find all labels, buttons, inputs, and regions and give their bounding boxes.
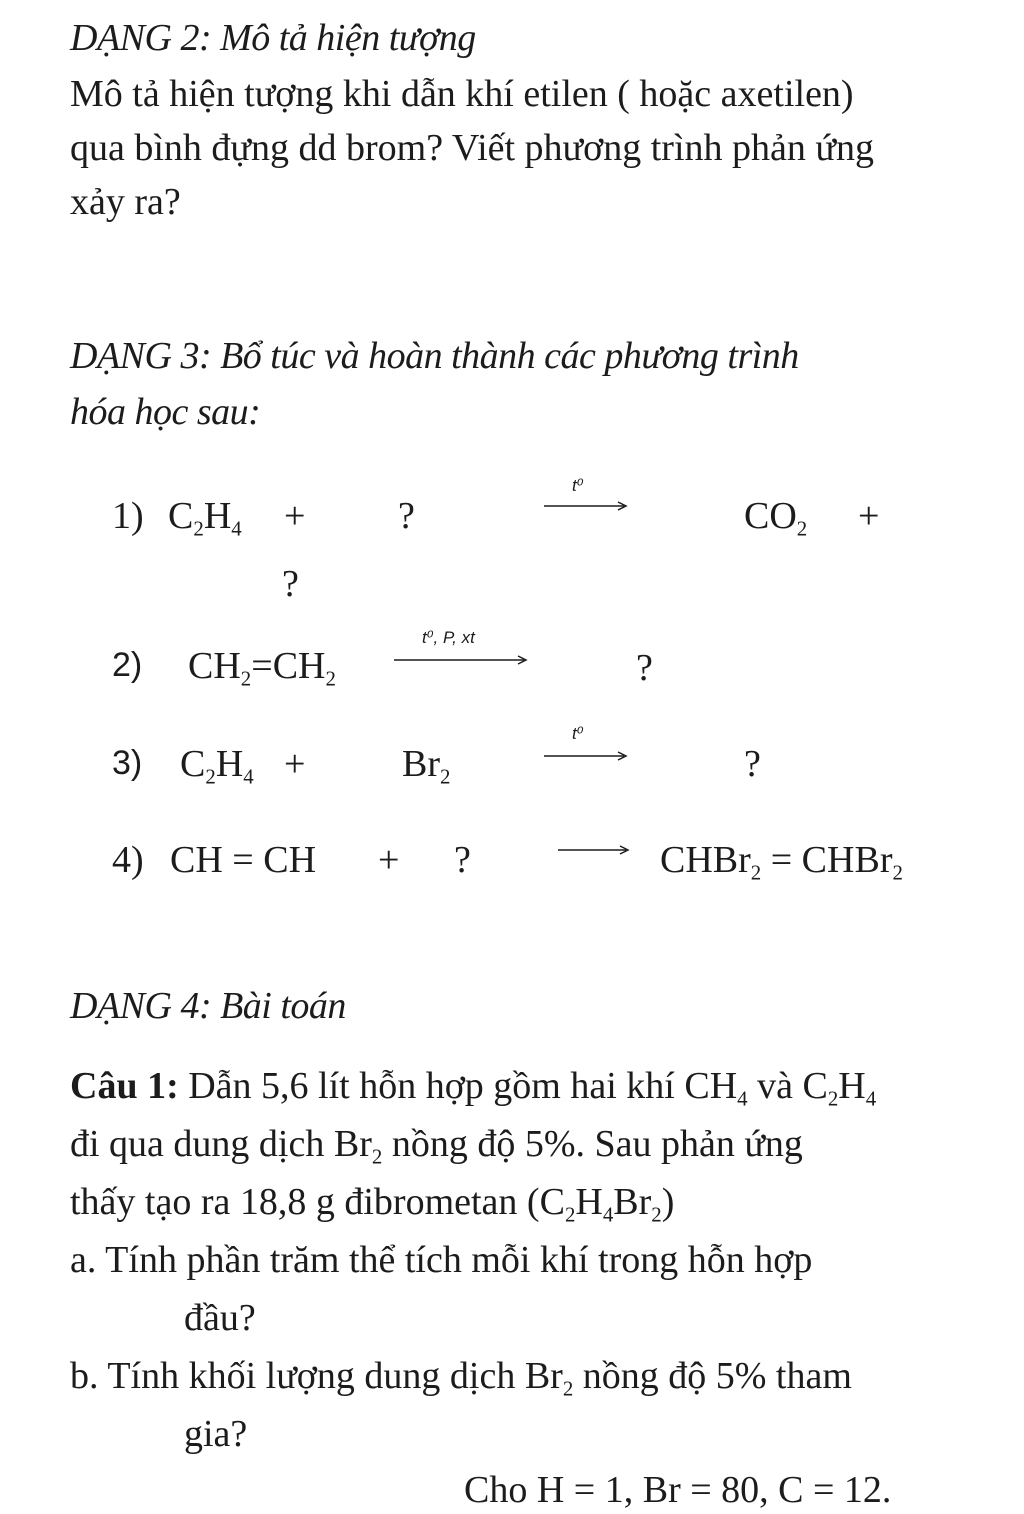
- given-atomic-masses: Cho H = 1, Br = 80, C = 12.: [464, 1469, 892, 1511]
- reaction-1-condition: t⁰: [572, 476, 584, 495]
- reaction-1-arrow: [542, 476, 630, 516]
- reaction-4-reactant2: ?: [454, 839, 471, 881]
- cau1-label: Câu 1:: [70, 1065, 179, 1107]
- reaction-1-plus: +: [284, 495, 306, 537]
- reaction-3-arrow: [542, 724, 630, 764]
- dang2-heading: DẠNG 2: Mô tả hiện tượng: [70, 17, 476, 59]
- reaction-4-arrow: [556, 836, 632, 860]
- cau1-line1: Câu 1: Dẫn 5,6 lít hỗn hợp gồm hai khí $CH_4$ và $C_2H_4$: [70, 1065, 877, 1111]
- reaction-2-arrow: [392, 628, 532, 668]
- dang3-heading-line2: hóa học sau:: [70, 391, 261, 433]
- reaction-4-product: CHBr$_2$ = CHBr$_2$: [660, 839, 903, 885]
- reaction-3-reactant1: $C_2H_4$: [180, 743, 254, 789]
- cau1-line2: đi qua dung dịch $Br_2$ nồng độ 5%. Sau phản ứng: [70, 1123, 803, 1169]
- dang2-text-line1: Mô tả hiện tượng khi dẫn khí etilen ( hoặc axetilen): [70, 73, 854, 115]
- dang2-text-line2: qua bình đựng dd brom? Viết phương trình phản ứng: [70, 127, 874, 169]
- reaction-1-reactant2: ?: [398, 495, 415, 537]
- reaction-4-reactant1: CH = CH: [170, 839, 317, 881]
- reaction-3-plus: +: [284, 743, 306, 785]
- reaction-3-product: ?: [744, 743, 761, 785]
- reaction-2-product: ?: [636, 647, 653, 689]
- question-b-line2: gia?: [184, 1413, 248, 1455]
- cau1-line3: thấy tạo ra 18,8 g đibrometan $(C_2H_4Br_2)$: [70, 1181, 675, 1227]
- reaction-1-plus2: +: [858, 495, 880, 537]
- reaction-4-plus: +: [378, 839, 400, 881]
- question-b-line1: b. Tính khối lượng dung dịch $Br_2$ nồng độ 5% tham: [70, 1355, 852, 1401]
- reaction-1-number: 1): [112, 495, 144, 537]
- question-a-line2: đầu?: [184, 1297, 256, 1339]
- reaction-2-reactant: $CH_2=CH_2$: [188, 645, 336, 691]
- dang4-heading: DẠNG 4: Bài toán: [70, 985, 346, 1027]
- dang3-heading-line1: DẠNG 3: Bổ túc và hoàn thành các phương trình: [70, 335, 799, 377]
- reaction-4-number: 4): [112, 839, 144, 881]
- reaction-3-reactant2: $Br_2$: [402, 743, 451, 789]
- question-a-line1: a. Tính phần trăm thể tích mỗi khí trong hỗn hợp: [70, 1239, 813, 1281]
- reaction-2-number: 2): [112, 646, 143, 684]
- reaction-3-condition: t⁰: [572, 724, 584, 743]
- reaction-1-product2: ?: [282, 563, 299, 605]
- reaction-1-reactant1: $C_2H_4$: [168, 495, 242, 541]
- reaction-3-number: 3): [112, 744, 143, 782]
- dang2-text-line3: xảy ra?: [70, 181, 181, 223]
- reaction-2-condition: t⁰, P, xt: [422, 628, 475, 647]
- reaction-1-product1: $CO_2$: [744, 495, 808, 541]
